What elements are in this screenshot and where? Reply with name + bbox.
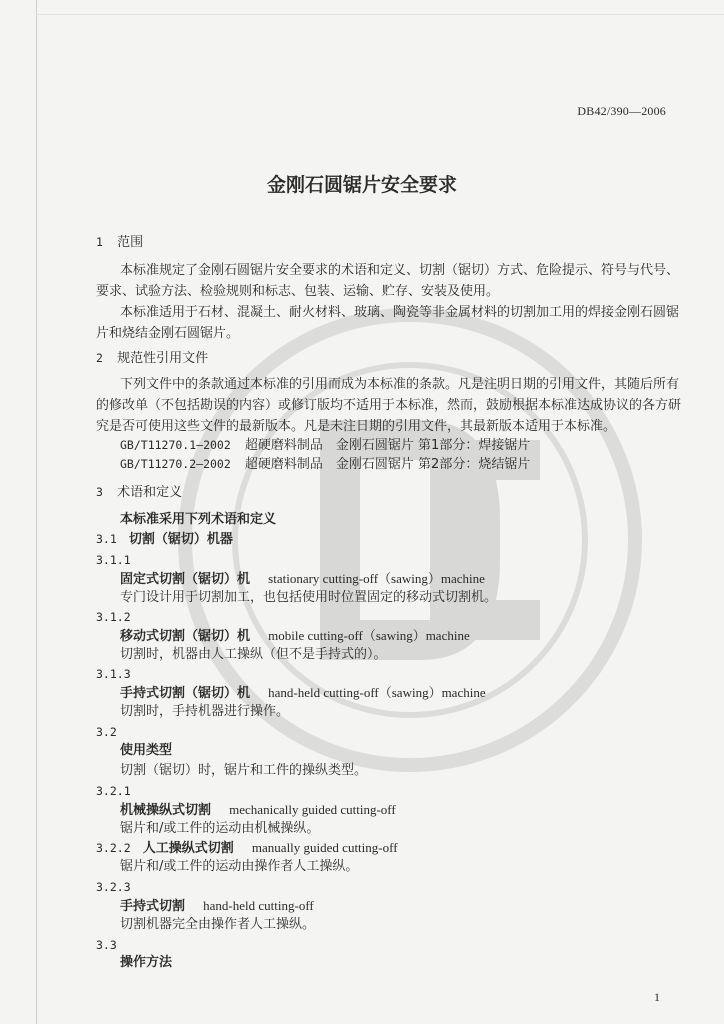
section-number: 3 <box>96 485 103 499</box>
term-cn: 机械操纵式切割 <box>120 803 212 818</box>
term-cn: 固定式切割（锯切）机 <box>120 572 251 587</box>
term-definition: 切割机器完全由操作者人工操纵。 <box>120 917 316 932</box>
normative-reference <box>120 436 530 455</box>
clause-number: 3.1.1 <box>96 553 131 567</box>
paragraph-line: 下列文件中的条款通过本标准的引用而成为本标准的条款。凡是注明日期的引用文件，其随后所有 <box>120 377 680 392</box>
clause-number: 3.2 <box>96 725 117 739</box>
clause-number: 3.2.2 <box>96 841 131 855</box>
term-cn: 人工操纵式切割 <box>142 841 234 856</box>
term-entry <box>96 839 398 858</box>
term-cn: 移动式切割（锯切）机 <box>120 629 251 644</box>
paragraph-line: 本标准规定了金刚石圆锯片安全要求的术语和定义、切割（锯切）方式、危险提示、符号与代号、 <box>120 263 680 278</box>
section-number: 1 <box>96 235 103 249</box>
term-en: mobile cutting-off（sawing）machine <box>268 628 470 643</box>
term-entry <box>120 570 485 589</box>
reference-title: 超硬磨料制品 金刚石圆锯片 第1部分：焊接锯片 <box>244 438 531 453</box>
section-title: 规范性引用文件 <box>117 351 209 366</box>
reference-code: GB/T11270.1—2002 <box>120 438 231 452</box>
term-en: manually guided cutting-off <box>251 840 398 855</box>
term-definition: 专门设计用于切割加工，也包括使用时位置固定的移动式切割机。 <box>120 590 498 605</box>
term-definition: 锯片和/或工件的运动由机械操纵。 <box>120 821 320 836</box>
page-top-edge <box>36 14 724 15</box>
term-cn: 手持式切割（锯切）机 <box>120 686 251 701</box>
clause-3-1 <box>96 530 233 549</box>
standard-code: DB42/390—2006 <box>577 104 666 118</box>
term-definition: 切割时，手持机器进行操作。 <box>120 704 290 719</box>
section-1-heading <box>96 233 143 252</box>
terms-intro: 本标准采用下列术语和定义 <box>120 512 277 527</box>
normative-reference <box>120 455 530 474</box>
reference-title: 超硬磨料制品 金刚石圆锯片 第2部分：烧结锯片 <box>244 457 531 472</box>
clause-number: 3.3 <box>96 938 117 952</box>
section-2-heading <box>96 349 208 368</box>
clause-number: 3.2.1 <box>96 784 131 798</box>
reference-code: GB/T11270.2—2002 <box>120 457 231 471</box>
term-en: hand-held cutting-off <box>203 898 314 913</box>
page-number: 1 <box>654 990 660 1004</box>
term-entry <box>120 897 314 916</box>
page-left-edge <box>36 0 37 1024</box>
term-en: mechanically guided cutting-off <box>229 802 396 817</box>
term-definition: 切割（锯切）时，锯片和工件的操纵类型。 <box>120 763 368 778</box>
section-title: 范围 <box>117 235 144 250</box>
section-3-heading <box>96 483 182 502</box>
clause-number: 3.1 <box>96 532 117 546</box>
paragraph-line: 的修改单（不包括勘误的内容）或修订版均不适用于本标准，然而，鼓励根据本标准达成协议的各方研 <box>96 398 682 413</box>
clause-number: 3.2.3 <box>96 880 131 894</box>
paragraph-line: 本标准适用于石材、混凝土、耐火材料、玻璃、陶瓷等非金属材料的切割加工用的焊接金刚石圆锯 <box>120 305 680 320</box>
page-title: 金刚石圆锯片安全要求 <box>266 174 457 196</box>
term-definition: 锯片和/或工件的运动由操作者人工操纵。 <box>120 859 359 874</box>
clause-title: 切割（锯切）机器 <box>128 532 233 547</box>
term-entry <box>120 801 396 820</box>
paragraph-line: 要求、试验方法、检验规则和标志、包装、运输、贮存、安装及使用。 <box>96 284 500 299</box>
section-title: 术语和定义 <box>117 485 183 500</box>
paragraph-line: 究是否可使用这些文件的最新版本。凡是未注日期的引用文件，其最新版本适用于本标准。 <box>96 419 617 434</box>
clause-number: 3.1.2 <box>96 610 131 624</box>
paragraph-line: 片和烧结金刚石圆锯片。 <box>96 326 240 341</box>
term-entry <box>120 627 470 646</box>
term-en: hand-held cutting-off（sawing）machine <box>268 685 486 700</box>
section-number: 2 <box>96 351 103 365</box>
term-cn: 使用类型 <box>120 743 173 758</box>
term-cn: 操作方法 <box>120 955 173 970</box>
term-en: stationary cutting-off（sawing）machine <box>268 571 485 586</box>
term-cn: 手持式切割 <box>120 899 186 914</box>
clause-number: 3.1.3 <box>96 667 131 681</box>
term-entry <box>120 684 486 703</box>
term-definition: 切割时，机器由人工操纵（但不是手持式的）。 <box>120 647 387 662</box>
